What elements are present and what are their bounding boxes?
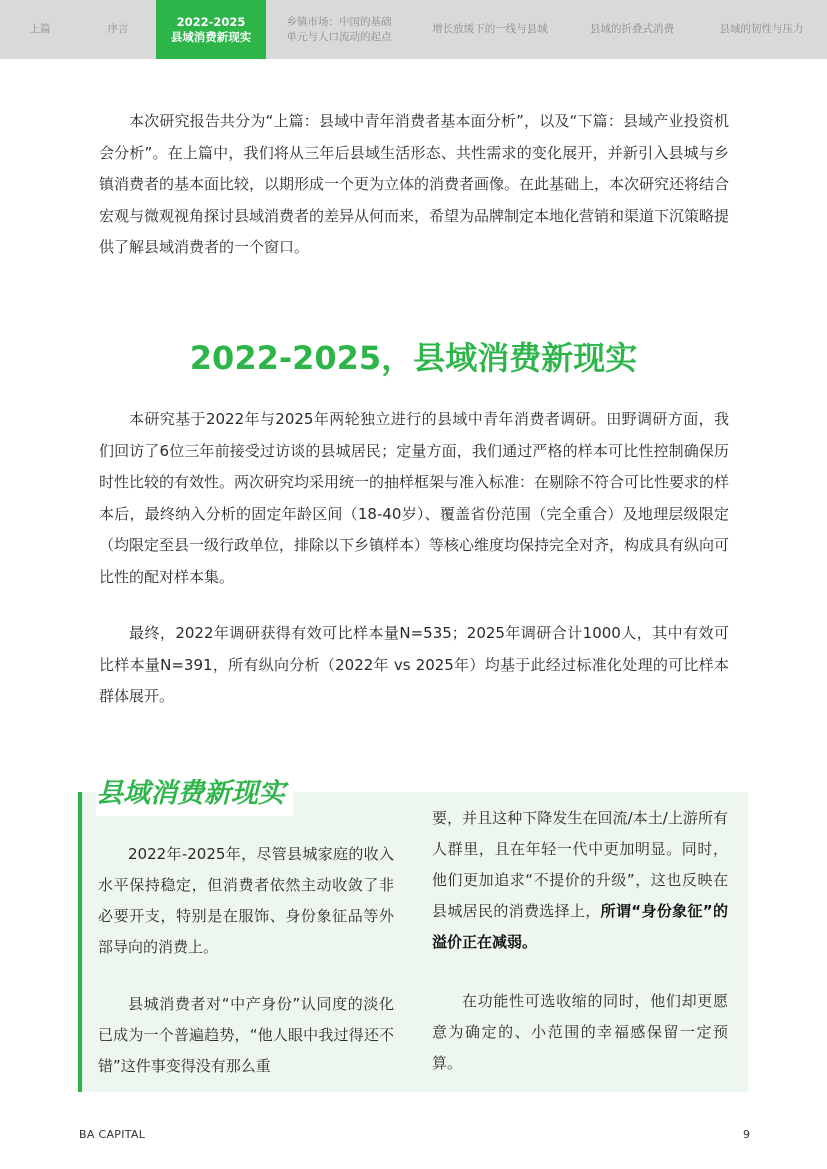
tab-label-line1: 2022-2025 bbox=[176, 14, 246, 29]
chapter-nav bbox=[0, 0, 827, 59]
page-number: 9 bbox=[743, 1128, 750, 1141]
tab-folded-consumption[interactable] bbox=[568, 0, 696, 59]
tab-label-line1: 乡镇市场：中国的基础 bbox=[286, 15, 392, 28]
tab-label: 上篇 bbox=[29, 23, 51, 35]
tab-tier1-and-county[interactable] bbox=[412, 0, 568, 59]
callout-right-text: 要，并且这种下降发生在回流/本土/上游所有人群里，且在年轻一代中更加明显。同时，他们更加追求“不提价的升级”，这也反映在县城居民的消费选择上， bbox=[432, 809, 728, 920]
footer-brand: BA CAPITAL bbox=[79, 1128, 146, 1141]
tab-label: 县域的折叠式消费 bbox=[590, 23, 674, 35]
tab-county-consumption-reality[interactable] bbox=[156, 0, 266, 59]
callout-right-paragraph-1 bbox=[432, 803, 728, 958]
tab-label-line2: 单元与人口流动的起点 bbox=[286, 30, 392, 43]
section-title: 2022-2025，县域消费新现实 bbox=[189, 339, 638, 377]
tab-label: 增长放缓下的一线与县域 bbox=[432, 23, 548, 35]
tab-resilience-pressure[interactable] bbox=[696, 0, 827, 59]
sample-paragraph: 最终，2022年调研获得有效可比样本量N=535；2025年调研合计1000人，其中有效可比样本量N=391，所有纵向分析（2022年 vs 2025年）均基于此经过标准化处理的可比样本群体展开。 bbox=[99, 624, 729, 705]
tab-label: 序言 bbox=[107, 23, 129, 35]
callout-emphasis-text: 所谓“身份象征”的溢价正在减弱。 bbox=[432, 902, 728, 951]
method-paragraph: 本研究基于2022年与2025年两轮独立进行的县域中青年消费者调研。田野调研方面，我们回访了6位三年前接受过访谈的县城居民；定量方面，我们通过严格的样本可比性控制确保历时性比较的有效性。两次研究均采用统一的抽样框架与准入标准：在剔除不符合可比性要求的样本后，最终纳入分析的固定年龄区间（18-40岁）、覆盖省份范围（完全重合）及地理层级限定（均限定至县一级行政单位，排除以下乡镇样本）等核心维度均保持完全对齐，构成具有纵向可比性的配对样本集。 bbox=[99, 410, 730, 586]
callout-left-paragraph-2: 县城消费者对“中产身份”认同度的淡化已成为一个普遍趋势，“他人眼中我过得还不错”这件事变得没有那么重 bbox=[98, 995, 394, 1075]
callout-left-paragraph-1: 2022年-2025年，尽管县城家庭的收入水平保持稳定，但消费者依然主动收敛了非必要开支，特别是在服饰、身份象征品等外部导向的消费上。 bbox=[98, 845, 394, 956]
tab-township-market[interactable] bbox=[266, 0, 412, 59]
tab-label: 县域的韧性与压力 bbox=[719, 23, 804, 35]
callout-title: 县域消费新现实 bbox=[96, 772, 293, 816]
intro-paragraph: 本次研究报告共分为“上篇：县域中青年消费者基本面分析”，以及“下篇：县域产业投资机会分析”。在上篇中，我们将从三年后县域生活形态、共性需求的变化展开，并新引入县城与乡镇消费者的基本面比较，以期形成一个更为立体的消费者画像。在此基础上，本次研究还将结合宏观与微观视角探讨县域消费者的差异从何而来，希望为品牌制定本地化营销和渠道下沉策略提供了解县域消费者的一个窗口。 bbox=[99, 112, 730, 256]
tab-part-one[interactable] bbox=[0, 0, 80, 59]
callout-right-paragraph-2: 在功能性可选收缩的同时，他们却更愿意为确定的、小范围的幸福感保留一定预算。 bbox=[432, 992, 728, 1072]
tab-preface[interactable] bbox=[80, 0, 156, 59]
callout-accent-bar bbox=[78, 792, 82, 1092]
tab-label-line2: 县域消费新现实 bbox=[170, 29, 252, 44]
